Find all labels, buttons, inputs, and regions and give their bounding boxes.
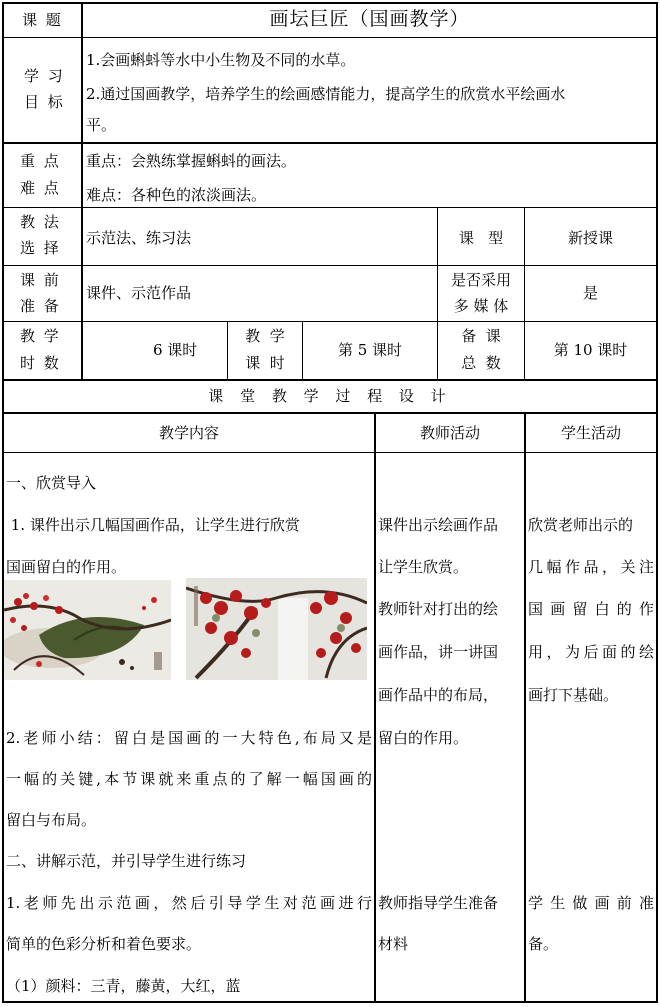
hours-label: 教 学 bbox=[20, 327, 61, 345]
type-value: 新授课 bbox=[567, 229, 613, 247]
method-label: 教 法 bbox=[20, 213, 61, 231]
table-border-left bbox=[2, 2, 4, 1003]
painting-image-2 bbox=[186, 578, 367, 680]
method-value: 示范法、练习法 bbox=[86, 229, 192, 247]
column-header-content: 教学内容 bbox=[158, 424, 219, 442]
content-line: （1）颜料：三青，藤黄，大红，蓝 bbox=[6, 977, 241, 995]
teacher-activity-line: 留白的作用。 bbox=[378, 729, 469, 747]
content-line: 1.老师先出示范画，然后引导学生对范画进行 bbox=[6, 894, 372, 912]
painting-image-1 bbox=[4, 580, 171, 680]
method-label: 选 择 bbox=[20, 239, 61, 257]
student-activity-line: 几幅作品，关注 bbox=[528, 558, 654, 576]
hours-label: 时 数 bbox=[20, 354, 61, 372]
teacher-activity-line: 让学生欣赏。 bbox=[378, 558, 469, 576]
content-line: 一幅的关键,本节课就来重点的了解一幅国画的 bbox=[6, 770, 372, 788]
keypoints-label: 重 点 bbox=[20, 152, 61, 170]
col-divider bbox=[81, 2, 83, 380]
topic-label: 课 题 bbox=[22, 11, 63, 29]
student-activity-line: 备。 bbox=[528, 935, 559, 953]
content-line: 2.老师小结：留白是国画的一大特色,布局又是 bbox=[6, 729, 372, 747]
col-divider bbox=[524, 413, 526, 1002]
media-label: 是否采用 bbox=[450, 271, 511, 289]
content-line: 国画留白的作用。 bbox=[6, 558, 127, 576]
media-value: 是 bbox=[582, 284, 598, 302]
col-divider bbox=[374, 413, 376, 1002]
objectives-label: 学 习 bbox=[24, 67, 65, 85]
period-label: 课 时 bbox=[245, 354, 285, 372]
content-line: 留白与布局。 bbox=[6, 811, 97, 829]
period-label: 教 学 bbox=[245, 327, 285, 345]
student-activity-line: 画打下基础。 bbox=[528, 686, 619, 704]
type-label: 课 型 bbox=[458, 229, 504, 247]
student-activity-line: 学生做画前准 bbox=[528, 894, 654, 912]
col-divider bbox=[524, 208, 525, 322]
student-activity-line: 欣赏老师出示的 bbox=[528, 516, 634, 534]
student-activity-line: 国画留白的作 bbox=[528, 600, 654, 618]
content-line: 一、欣赏导入 bbox=[6, 474, 97, 492]
table-border-top bbox=[2, 2, 658, 4]
prep-label: 准 备 bbox=[20, 297, 61, 315]
row-divider bbox=[2, 321, 658, 322]
keypoint-item: 重点：会熟练掌握蝌蚪的画法。 bbox=[86, 152, 297, 170]
content-line: 二、讲解示范，并引导学生进行练习 bbox=[6, 852, 247, 870]
content-line: 简单的色彩分析和着色要求。 bbox=[6, 935, 202, 953]
total-value: 第 10 课时 bbox=[553, 341, 628, 359]
keypoints-label: 难 点 bbox=[20, 179, 61, 197]
teacher-activity-line: 课件出示绘画作品 bbox=[378, 516, 499, 534]
teacher-activity-line: 教师针对打出的绘 bbox=[378, 600, 499, 618]
media-label: 多 媒 体 bbox=[453, 297, 509, 315]
prep-label: 课 前 bbox=[20, 271, 61, 289]
table-border-right bbox=[656, 2, 658, 1003]
row-divider bbox=[2, 265, 658, 266]
total-label: 总 数 bbox=[461, 354, 501, 372]
content-line: 1. 课件出示几幅国画作品，让学生进行欣赏 bbox=[6, 516, 300, 534]
row-divider bbox=[2, 412, 658, 414]
teacher-activity-line: 材料 bbox=[378, 935, 409, 953]
row-divider bbox=[2, 142, 658, 144]
section-title: 课 堂 教 学 过 程 设 计 bbox=[208, 387, 452, 405]
teacher-activity-line: 画作品中的布局， bbox=[378, 686, 499, 704]
page-title: 画坛巨匠（国画教学） bbox=[269, 8, 470, 30]
teacher-activity-line: 画作品，讲一讲国 bbox=[378, 643, 499, 661]
teacher-activity-line: 教师指导学生准备 bbox=[378, 894, 499, 912]
row-divider bbox=[2, 379, 658, 381]
total-label: 备 课 bbox=[461, 327, 501, 345]
hours-value: 6 课时 bbox=[153, 341, 198, 359]
student-activity-line: 用，为后面的绘 bbox=[528, 643, 654, 661]
objectives-label: 目 标 bbox=[24, 93, 65, 111]
objective-item: 平。 bbox=[86, 116, 117, 134]
column-header-teacher: 教师活动 bbox=[419, 424, 480, 442]
row-divider bbox=[2, 207, 658, 208]
row-divider bbox=[2, 452, 658, 453]
prep-value: 课件、示范作品 bbox=[86, 284, 192, 302]
objective-item: 1.会画蝌蚪等水中小生物及不同的水草。 bbox=[86, 51, 356, 69]
keypoint-item: 难点：各种色的浓淡画法。 bbox=[86, 186, 267, 204]
period-value: 第 5 课时 bbox=[337, 341, 403, 359]
row-divider bbox=[2, 37, 658, 38]
column-header-student: 学生活动 bbox=[560, 424, 621, 442]
objective-item: 2.通过国画教学，培养学生的绘画感情能力，提高学生的欣赏水平绘画水 bbox=[86, 85, 566, 103]
